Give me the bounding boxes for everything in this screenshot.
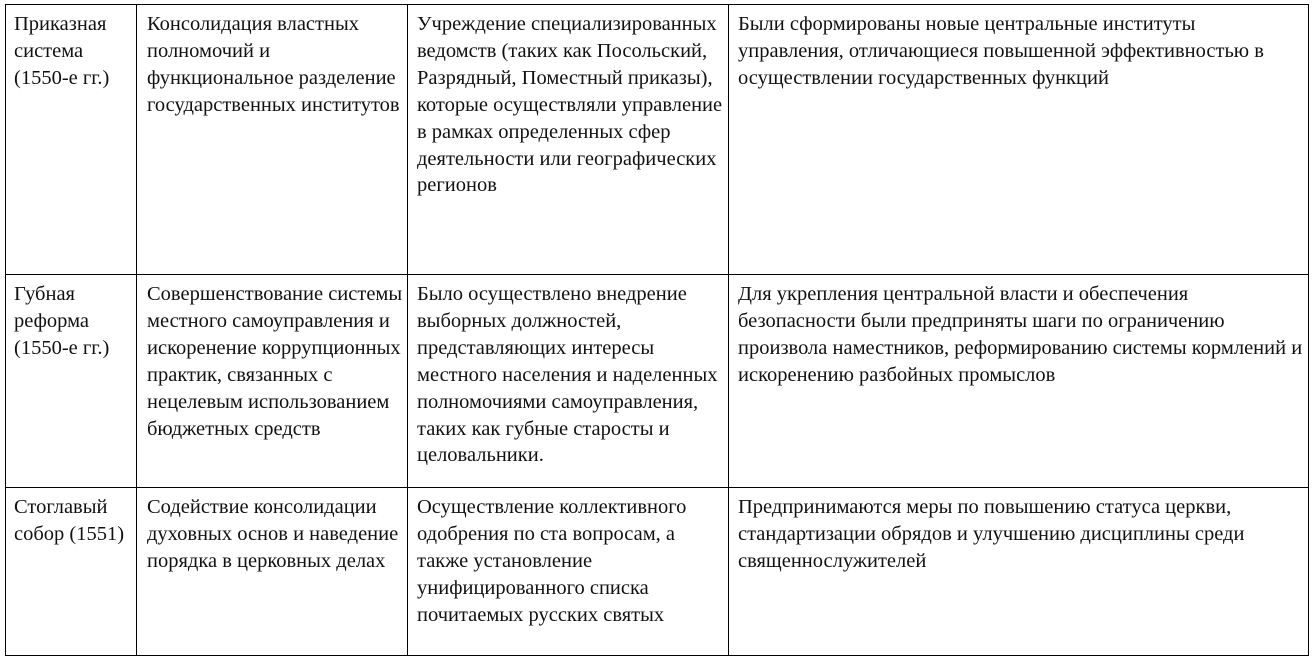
result-cell <box>729 5 1309 275</box>
event-cell <box>6 275 137 488</box>
content-text: Было осуществлено внедрение выборных должностей, представляющих интересы местного населения и наделенных полномочиями самоуправления, таких как губные старосты и целовальники. <box>417 283 718 467</box>
table-row <box>6 275 1309 488</box>
goal-text: Совершенствование системы местного самоуправления и искоренение коррупционных практик, связанных с нецелевым использованием бюджетных средств <box>147 283 403 440</box>
goal-cell <box>137 488 408 656</box>
event-cell <box>6 5 137 275</box>
goal-text: Содействие консолидации духовных основ и наведение порядка в церковных делах <box>147 496 399 572</box>
result-cell <box>729 488 1309 656</box>
content-cell <box>408 275 729 488</box>
reforms-table <box>5 4 1309 656</box>
goal-cell <box>137 275 408 488</box>
table-row <box>6 5 1309 275</box>
goal-cell <box>137 5 408 275</box>
content-text: Учреждение специализированных ведомств (таких как Посольский, Разрядный, Поместный приказы), которые осуществляли управление в рамках определенных сфер деятельности или географических регионов <box>417 13 723 197</box>
event-text: Стоглавый собор (1551) <box>14 496 125 545</box>
content-cell <box>408 5 729 275</box>
event-text: Приказная система (1550-е гг.) <box>14 13 110 89</box>
event-text: Губная реформа (1550-е гг.) <box>14 283 110 359</box>
table-row <box>6 488 1309 656</box>
result-text: Предпринимаются меры по повышению статуса церкви, стандартизации обрядов и улучшению дисциплины среди священнослужителей <box>738 496 1245 572</box>
result-text: Были сформированы новые центральные институты управления, отличающиеся повышенной эффективностью в осуществлении государственных функций <box>738 13 1264 89</box>
result-text: Для укрепления центральной власти и обеспечения безопасности были предприняты шаги по ограничению произвола наместников, реформированию системы кормлений и искоренению разбойных промыслов <box>738 283 1303 386</box>
goal-text: Консолидация властных полномочий и функциональное разделение государственных институтов <box>147 13 400 116</box>
content-text: Осуществление коллективного одобрения по ста вопросам, а также установление унифицированного списка почитаемых русских святых <box>417 496 687 626</box>
event-cell <box>6 488 137 656</box>
content-cell <box>408 488 729 656</box>
result-cell <box>729 275 1309 488</box>
